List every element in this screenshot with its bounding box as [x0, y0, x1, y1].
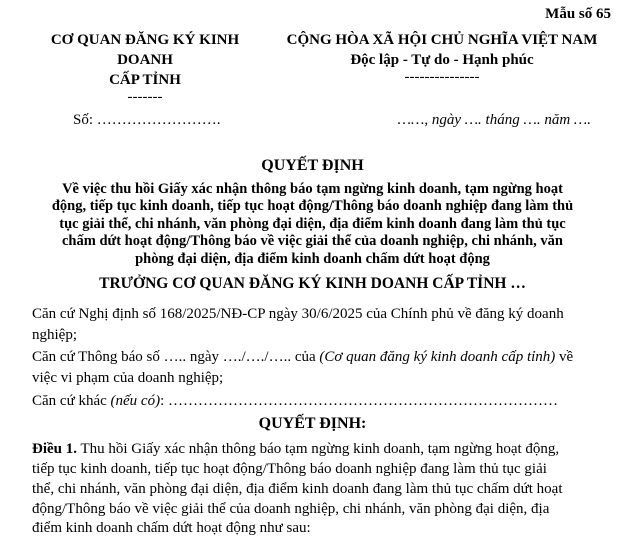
subject-line: phòng đại diện, địa điểm kinh doanh chấm dứt hoạt động — [135, 250, 490, 267]
agency-line-1: CƠ QUAN ĐĂNG KÝ KINH — [50, 32, 240, 48]
subject-line: Về việc thu hồi Giấy xác nhận thông báo tạm ngừng kinh doanh, tạm ngừng hoạt — [62, 181, 563, 197]
agency-header — [30, 30, 260, 104]
republic-motto: Độc lập - Tự do - Hạnh phúc — [350, 52, 534, 68]
document-date: ……, ngày …. tháng …. năm …. — [397, 112, 591, 128]
basis-2-suffix: về — [555, 349, 574, 365]
basis-2-line-2: việc vi phạm của doanh nghiệp; — [32, 370, 224, 386]
article-1-text: Thu hồi Giấy xác nhận thông báo tạm ngừng kinh doanh, tạm ngừng hoạt động, — [77, 441, 560, 457]
basis-3-suffix: : …………………………………………………………………… — [160, 393, 558, 409]
basis-2-agency: (Cơ quan đăng ký kinh doanh cấp tỉnh) — [319, 349, 556, 365]
decision-heading: QUYẾT ĐỊNH: — [258, 415, 367, 432]
document-title: QUYẾT ĐỊNH — [261, 157, 364, 174]
document-number: Số: ……………………. — [73, 112, 221, 128]
agency-line-2: DOANH — [117, 52, 173, 68]
subject-line: tục giải thể, chi nhánh, văn phòng đại diện, địa điểm kinh doanh đang làm thủ tục — [59, 215, 566, 232]
subject-line: động, tiếp tục kinh doanh, tiếp tục hoạt động/Thông báo doanh nghiệp đang làm thủ — [51, 198, 574, 215]
basis-3-line — [32, 393, 558, 410]
article-1-line: động/Thông báo về việc giải thể của doanh nghiệp, chi nhánh, văn phòng đại diện, địa — [32, 501, 550, 517]
article-1-line: thể, chi nhánh, văn phòng đại diện, địa điểm kinh doanh đang làm thủ tục chấm dứt hoạt — [32, 481, 563, 497]
agency-divider: ------- — [127, 89, 163, 105]
article-1-line: tiếp tục kinh doanh, tiếp tục hoạt động/Thông báo doanh nghiệp đang làm thủ tục giải — [32, 461, 547, 477]
basis-2-prefix: Căn cứ Thông báo số ….. ngày …./…./….. của — [32, 349, 320, 365]
authority-heading: TRƯỞNG CƠ QUAN ĐĂNG KÝ KINH DOANH CẤP TỈNH … — [99, 275, 526, 292]
basis-3-note: (nếu có) — [110, 393, 161, 409]
republic-header — [272, 30, 612, 84]
basis-3-prefix: Căn cứ khác — [32, 393, 111, 409]
form-number: Mẫu số 65 — [545, 6, 611, 22]
decision-subject — [0, 181, 625, 268]
basis-1-line-1: Căn cứ Nghị định số 168/2025/NĐ-CP ngày 30/6/2025 của Chính phủ về đăng ký doanh — [32, 306, 564, 322]
basis-2-line-1 — [32, 349, 573, 366]
article-1-line: điểm kinh doanh chấm dứt hoạt động như sau: — [32, 520, 311, 536]
agency-line-3: CẤP TỈNH — [109, 72, 181, 88]
republic-name: CỘNG HÒA XÃ HỘI CHỦ NGHĨA VIỆT NAM — [286, 32, 598, 48]
article-1-line-1 — [32, 441, 559, 458]
basis-1-line-2: nghiệp; — [32, 327, 77, 343]
article-1-label: Điều 1. — [32, 441, 77, 457]
subject-line: chấm dứt hoạt động/Thông báo về việc giải thể của doanh nghiệp, chi nhánh, văn — [61, 233, 563, 250]
republic-divider: --------------- — [404, 69, 480, 85]
